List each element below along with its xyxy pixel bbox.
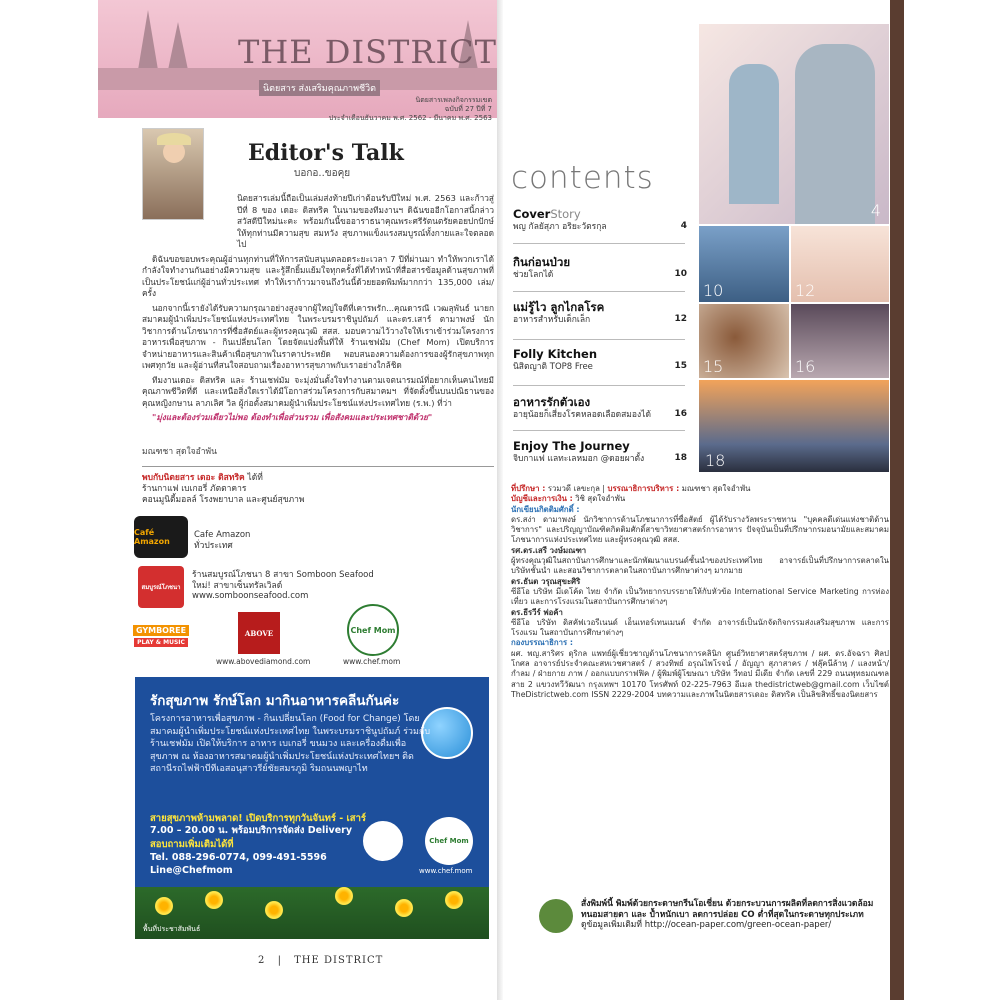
- toc-title: Folly Kitchen: [513, 347, 598, 361]
- photo-number: 10: [703, 281, 724, 300]
- toc-subtitle: อายุน้อยก็เสี่ยงโรคหลอดเลือดสมองได้: [513, 410, 651, 420]
- ad-hours: [150, 813, 450, 837]
- toc-subtitle: อาหารสำหรับเด็กเล็ก: [513, 315, 591, 325]
- section-photo-12: [791, 226, 889, 302]
- ad-hours-line: 7.00 – 20.00 น. พร้อมบริการจัดส่ง Delivery: [150, 825, 353, 836]
- editor-subtitle: บอกอ..ขอคุย: [294, 168, 351, 179]
- photo-number: 16: [795, 357, 816, 376]
- editor-paragraph: ดิฉันขอขอบพระคุณผู้อ่านทุกท่านที่ให้การสนับสนุนตลอดระยะเวลา 7 ปีที่ผ่านมา ทำให้พวกเราได้กำลังใจทำงานกันอย่างมีความสุข และรู้สึกยิ้มแย้มใจทุกครั้งที่ได้ทำหน้าที่สื่อสารข้อมูลด้านสุขภาพที่เป็นประโยชน์แก่ผู้อ่านทั่วประเทศ ทำให้เราก้าวมาจนถึงวันนี้ด้วยยอดพิมพ์มากกว่า 135,000 เล่ม/ครั้ง: [142, 253, 494, 298]
- toc-subtitle: จิบกาแฟ แลทะเลหมอก @ดอยผาตั้ง: [513, 454, 645, 464]
- editor-paragraph: นิตยสารเล่มนี้ถือเป็นเล่มส่งท้ายปีเก่าต้อนรับปีใหม่ พ.ศ. 2563 และก้าวสู่ปีที่ 8 ของ เดอะ ดิสทริค ในนามของทีมงานฯ ดิฉันขออีกโอกาสนี้กล่าวสวัสดีปีใหม่นะคะ พร้อมกันนี้ขออาราธนาคุณพระศรีรัตนตรัยคอยปกปักษ์ให้ทุกท่านมีความสุข สมหวัง สุขภาพแข็งแรงสมบูรณ์ทั้งกายและใจตลอดไป: [237, 193, 494, 249]
- footer-separator: |: [277, 955, 282, 966]
- flower-icon: [205, 891, 223, 909]
- toc-title: แม่รู้ไว ลูกไกลโรค: [513, 300, 605, 314]
- writer-bio: ผู้ทรงคุณวุฒิในสถาบันการศึกษาและนักพัฒนาแบรนด์ชั้นนำของประเทศไทย อาจารย์เป็นที่ปรึกษาการตลาดในบริษัทชั้นนำ และสอนวิชาการตลาดในสถาบันการศึกษาต่างๆ มากมาย: [511, 556, 889, 576]
- flower-icon: [445, 891, 463, 909]
- above-url: www.abovediamond.com: [216, 657, 311, 666]
- photo-number: 12: [795, 281, 816, 300]
- gymboree-name: GYMBOREE: [133, 625, 189, 636]
- flower-icon: [335, 887, 353, 905]
- sponsor-brand: เดอะ ดิสทริค: [197, 473, 245, 483]
- ad-body: โครงการอาหารเพื่อสุขภาพ - กินเปลี่ยนโลก (Food for Change) โดยสมาคมผู้นำเพิ่มประโยชน์แห่งประเทศไทย ในพระบรมราชินูปถัมภ์ ร่วมกับร้านเชฟมัม เปิดให้บริการ อาหาร เบเกอรี่ ขนมวง และเครื่องดื่มเพื่อสุขภาพ ณ ห้องอาหารสมาคมผู้นำเพิ่มประโยชน์แห่งประเทศไทยฯ ติดสถานีรถไฟฟ้าบีทีเอสอนุสาวรีย์ชัยสมรภูมิ ริมถนนพญาไท: [150, 714, 431, 774]
- board-label: กองบรรณาธิการ :: [511, 638, 574, 648]
- toc-title: กินก่อนป่วย: [513, 255, 571, 269]
- editor-title: Editor's Talk: [248, 140, 404, 166]
- divider: [142, 466, 494, 467]
- writer-bio: ซีอีโอ บริษัท ดิสคัฟเวอรีเนนด์ เอ็นเทอร์เทนเมนต์ จำกัด อาจารย์เป็นนักจัดกิจกรรมส่งเสริมสุขภาพ และการโรงแรม ในสถาบันการศึกษาต่างๆ: [511, 617, 889, 638]
- editor-paragraph: นอกจากนี้เรายังได้รับความกรุณาอย่างสูงจากผู้ใหญ่ใจดีที่เคารพรัก...คุณดารณี เวฒลุพันธ์ นายกสมาคมผู้นำเพิ่มประโยชน์แห่งประเทศไทย ในพระบรมราชินูปถัมภ์ และดร.เสาร์ ตามาพงษ์ นักวิชาการด้านโภชนาการที่ซื่อสัตย์และผู้ทรงคุณวุฒิ สสส. มอบความไว้วางใจให้เราเข้าร่วมโครงการอาหารเพื่อสุขภาพ - กินเปลี่ยนโลก โดยจัดแบ่งพื้นที่ให้ ร้านเชฟมัม (Chef Mom) เปิดบริการจำหน่ายอาหารและสินค้าเพื่อสุขภาพในราคาประหยัด พอบสนองความต้องการของผู้รักสุขภาพทุกเพศทุกวัย และผู้อ่านที่สนใจสอบถามเรื่องอาหารสุขภาพกับเราอย่างใกล้ชิด: [142, 302, 494, 370]
- toc-subtitle: ช่วยโลกได้: [513, 270, 554, 280]
- mother-figure: [795, 44, 875, 224]
- toc-divider: [513, 385, 685, 386]
- child-figure: [729, 64, 779, 204]
- masthead-title: THE DISTRICT: [238, 33, 497, 71]
- toc-divider: [513, 291, 685, 292]
- sponsor-intro-label: พบกับนิตยสาร: [142, 473, 195, 483]
- right-page: [503, 0, 893, 1000]
- temple-spire-icon: [138, 10, 158, 70]
- editor-quote: "มุ่งและต้องร่วมเดียวไม่พอ ต้องทำเพื่อส่วนรวม เพื่อสังคมและประเทศชาติด้วย": [152, 412, 433, 422]
- account: วิชิ สุดใจอำพัน: [575, 494, 626, 504]
- toc-item[interactable]: [513, 439, 687, 465]
- cafe-amazon-text: [194, 530, 250, 551]
- somboon-line: ใหม่! สาขาเซ็นทรัลเวิลด์: [192, 580, 283, 591]
- ad-hours-line: สายสุขภาพห้ามพลาด! เปิดบริการทุกวันจันทร์ - เสาร์: [150, 813, 367, 824]
- green-note-url[interactable]: ดูข้อมูลเพิ่มเติมที่ http://ocean-paper.com/green-ocean-paper/: [581, 920, 832, 930]
- toc-item[interactable]: [513, 207, 687, 233]
- photo-number: 4: [870, 201, 881, 220]
- editor-name: มณฑชา สุดใจอำพัน: [681, 484, 751, 493]
- editor-label: บรรณาธิการบริหาร :: [607, 484, 680, 493]
- toc-title-light: Story: [550, 207, 581, 221]
- editor-signature: มณฑชา สุดใจอำพัน: [142, 447, 217, 457]
- toc-subtitle: พญ กัลยัสุภา อริยะวัตรกุล: [513, 222, 607, 232]
- toc-title: Cover: [513, 207, 551, 221]
- ad-url: www.chef.mom: [419, 867, 473, 875]
- sponsor-line: ร้านกาแฟ เบเกอรี่ ภัตตาคาร: [142, 484, 247, 494]
- sponsor-intro: [142, 473, 482, 506]
- toc-title: อาหารรักตัวเอง: [513, 395, 591, 409]
- toc-page: 15: [674, 361, 687, 371]
- chefmom-ad: [135, 677, 489, 939]
- ad-footer-note: พื้นที่ประชาสัมพันธ์: [143, 925, 201, 933]
- writer-bio: ซีอีโอ บริษัท มีเดโค้ด ไทย จำกัด เป็นวิทยากรบรรยายให้กับหัวข้อ International Service Marketing การท่องเที่ยว และการโรงแรมในสถาบันการศึกษาต่างๆ: [511, 586, 889, 607]
- cover-story-photo: [699, 24, 889, 224]
- photo-number: 15: [703, 357, 724, 376]
- writer-name: ดร.ธีรวีร์ พ่อค้า: [511, 607, 563, 617]
- sponsor-intro-rest: ได้ที่: [247, 473, 263, 483]
- somboon-url: www.somboonseafood.com: [192, 591, 309, 601]
- issue-line: ประจำเดือนธันวาคม พ.ศ. 2562 - มีนาคม พ.ศ. 2563: [328, 114, 492, 122]
- temple-spire-icon: [168, 22, 188, 70]
- contents-heading: contents: [511, 160, 654, 196]
- toc-divider: [513, 339, 685, 340]
- writer-name: รศ.ดร.เสรี วงษ์มณฑา: [511, 545, 587, 555]
- chefmom-seal: Chef Mom: [425, 817, 473, 865]
- section-photo-18: [699, 380, 889, 472]
- section-photo-16: [791, 304, 889, 378]
- advisor: รวมวดี เลขะกุล: [547, 484, 600, 493]
- somboon-line: ร้านสมบูรณ์โภชนา 8 สาขา Somboon Seafood: [192, 570, 374, 580]
- ad-tel: Tel. 088-296-0774, 099-491-5596: [150, 852, 327, 863]
- toc-item[interactable]: [513, 347, 687, 373]
- writer-name: ดร.ธันต วรุณสุขะศิริ: [511, 576, 581, 586]
- board: ผศ. พญ.สาริศร ดุริกล แพทย์ผู้เชี่ยวชาญด้านโภชนาการคลินิก ศูนย์วิทยาศาสตร์สุขภาพ / ผศ. ดร.อัจฉรา ศิลปโกศล อาจารย์ประจำคณะสหเวชศาสตร์ / สวงทิพย์ อรุณไพโรจน์ / อัญญา สุภาสาคร / ฟลุ๊คนีล้าหฺ / แลงหน้า/กำลม / ฝ่ายกาย ภาพ / ออกแบบกราฟฟิค / ผู้พิมพ์ผู้โฆษณา บริษัท วีทอป มีเดีย จำกัด เลขที่ 229 ถนนพุทธมณฑลสาย 2 แขวงทวีวัฒนา กรุงเทพฯ 10170 โทรศัพท์ 02-225-7963 อีเมล thedistrictweb@gmail.com เว็บไซต์ TheDistrictweb.com ISSN 2229-2004 บทความและภาพในนิตยสารเดอะ ดิสทริค เป็นลิขสิทธิ์ของนิตยสาร: [511, 648, 889, 699]
- chefmom-url: www.chef.mom: [343, 657, 401, 666]
- cafe-amazon-logo: Café Amazon: [134, 516, 188, 558]
- toc-page: 18: [674, 453, 687, 463]
- toc-divider: [513, 430, 685, 431]
- flower-icon: [395, 899, 413, 917]
- somboon-text: [192, 570, 374, 602]
- gymboree-logo: [134, 616, 188, 656]
- masthead-subtitle: นิตยสาร ส่งเสริมคุณภาพชีวิต: [259, 80, 380, 96]
- association-seal-icon: [361, 819, 405, 863]
- green-note-line: ทนอมสายตา และ ป้ำหนักเบา ลดการปล่อย CO ต่ำที่สุดในกระดาษทุกประเภท: [581, 909, 864, 920]
- amazon-name: Cafe Amazon: [194, 530, 251, 540]
- account-label: บัญชีและการเงิน :: [511, 494, 573, 504]
- masthead: [98, 0, 500, 122]
- book-spine: [890, 0, 904, 1000]
- toc-title: Enjoy The Journey: [513, 439, 630, 453]
- credits: ที่ปรึกษา : รวมวดี เลขะกุล | บรรณาธิการบริหาร : มณฑชา สุดใจอำพัน บัญชีและการเงิน : วิชิ สุดใจอำพัน นักเขียนกิตติมศักดิ์ : ดร.สง่า ดามาพงษ์ นักวิชาการด้านโภชนาการที่ซื่อสัตย์ ผู้ได้รับรางวัลพระราชทาน "บุคคลดีเด่นแห่งชาติด้านวิชาการ" และปริญญาบัณฑิตกิตติมศักดิ์สาขาวิทยาศาสตร์การอาหาร ปัจจุบันเป็นที่ปรึกษากรมอนามัยและสมาคมโภชนาการแห่งประเทศไทย และผู้ทรงคุณวุฒิ สสส. รศ.ดร.เสรี วงษ์มณฑา ผู้ทรงคุณวุฒิในสถาบันการศึกษาและนักพัฒนาแบรนด์ชั้นนำของประเทศไทย อาจารย์เป็นที่ปรึกษาการตลาดในบริษัทชั้นนำ และสอนวิชาการตลาดในสถาบันการศึกษาต่างๆ มากมาย ดร.ธันต วรุณสุขะศิริ ซีอีโอ บริษัท มีเดโค้ด ไทย จำกัด เป็นวิทยากรบรรยายให้กับหัวข้อ International Service Marketing การท่องเที่ยว และการโรงแรมในสถาบันการศึกษาต่างๆ ดร.ธีรวีร์ พ่อค้า ซีอีโอ บริษัท ดิสคัฟเวอรีเนนด์ เอ็นเทอร์เทนเมนต์ จำกัด อาจารย์เป็นนักจัดกิจกรรมส่งเสริมสุขภาพ และการโรงแรม ในสถาบันการศึกษาต่างๆ กองบรรณาธิการ : ผศ. พญ.สาริศร ดุริกล แพทย์ผู้เชี่ยวชาญด้านโภชนาการคลินิก ศูนย์วิทยาศาสตร์สุขภาพ / ผศ. ดร.อัจฉรา ศิลปโกศล อาจารย์ประจำคณะสหเวชศาสตร์ / สวงทิพย์ อรุณไพโรจน์ / อัญญา สุภาสาคร / ฟลุ๊คนีล้าหฺ / แลงหน้า/กำลม / ฝ่ายกาย ภาพ / ออกแบบกราฟฟิค / ผู้พิมพ์ผู้โฆษณา บริษัท วีทอป มีเดีย จำกัด เลขที่ 229 ถนนพุทธมณฑลสาย 2 แขวงทวีวัฒนา กรุงเทพฯ 10170 โทรศัพท์ 02-225-7963 อีเมล thedistrictweb@gmail.com เว็บไซต์ TheDistrictweb.com ISSN 2229-2004 บทความและภาพในนิตยสารเดอะ ดิสทริค เป็นลิขสิทธิ์ของนิตยสาร: [511, 484, 889, 699]
- toc-page: 16: [674, 409, 687, 419]
- flower-icon: [265, 901, 283, 919]
- editor-paragraph: ทีมงานเดอะ ดิสทริค และ ร้านเชฟมัม จะมุ่งมั่นตั้งใจทำงานตามเจตนารมณ์ที่อยากเห็นคนไทยมีคุณภาพชีวิตที่ดี และเหนือสิ่งใดเราได้มีโอกาสร่วมโครงการกับสมาคมฯ ที่จัดตั้งขึ้นบนปณิธานของคุณหญิงกษาน ลาภเลิศ วิล ผู้ก่อตั้งสมาคมผู้นำเพิ่มประโยชน์แห่งประเทศไทย (ร.พ.) ที่ว่า: [142, 374, 494, 408]
- left-page: [98, 0, 500, 1000]
- green-note-line: สั่งพิมพ์นี้ พิมพ์ด้วยกระดาษกรีนโอเชี่ยน ด้วยกระบวนการผลิตที่ลดการสิ่งแวดล้อม: [581, 899, 874, 909]
- green-leaf-icon: [539, 899, 573, 933]
- flower-icon: [155, 897, 173, 915]
- toc-item[interactable]: [513, 255, 687, 281]
- page-footer: [258, 955, 383, 966]
- toc-item[interactable]: [513, 300, 687, 326]
- photo-number: 18: [705, 451, 726, 470]
- section-photo-15: [699, 304, 789, 378]
- section-photo-10: [699, 226, 789, 302]
- toc-subtitle: นิสิตญาติ TOP8 Free: [513, 362, 593, 372]
- ad-line: Line@Chefmom: [150, 865, 233, 876]
- sponsor-line: คอนมูนิตี้มอลล์ โรงพยาบาล และศูนย์สุขภาพ: [142, 495, 305, 505]
- toc-divider: [513, 243, 685, 244]
- green-note-text: [581, 899, 889, 931]
- toc-page: 4: [680, 221, 687, 231]
- issue-line: ฉบับที่ 27 ปีที่ 7: [444, 105, 492, 113]
- gymboree-sub: PLAY & MUSIC: [134, 638, 188, 647]
- writers-label: นักเขียนกิตติมศักดิ์ :: [511, 504, 580, 514]
- issue-line: นิตยสารเพลงกิจกรรมเขต: [415, 96, 492, 104]
- ad-title: รักสุขภาพ รักษ์โลก มากินอาหารคลีนกันค่ะ: [150, 693, 400, 709]
- chefmom-logo: Chef Mom: [347, 604, 399, 656]
- footer-name: THE DISTRICT: [294, 955, 384, 966]
- editor-body: [142, 193, 494, 427]
- advisor-label: ที่ปรึกษา :: [511, 484, 546, 493]
- somboon-logo: สมบูรณ์โภชนา: [138, 566, 184, 608]
- toc-page: 12: [674, 314, 687, 324]
- toc-page: 10: [674, 269, 687, 279]
- toc-item[interactable]: [513, 395, 687, 421]
- page-number: 2: [258, 955, 266, 966]
- editor-hat: [157, 133, 191, 145]
- issue-info: [329, 96, 492, 123]
- above-logo: ABOVE: [238, 612, 280, 654]
- ad-contact-label: สอบถามเพิ่มเติมได้ที่: [150, 839, 234, 850]
- green-paper-note: [539, 897, 889, 939]
- writers: ดร.สง่า ดามาพงษ์ นักวิชาการด้านโภชนาการที่ซื่อสัตย์ ผู้ได้รับรางวัลพระราชทาน "บุคคลดีเด่นแห่งชาติด้านวิชาการ" และปริญญาบัณฑิตกิตติมศักดิ์สาขาวิทยาศาสตร์การอาหาร ปัจจุบันเป็นที่ปรึกษากรมอนามัยและสมาคมโภชนาการแห่งประเทศไทย และผู้ทรงคุณวุฒิ สสส.: [511, 514, 889, 545]
- amazon-location: ทั่วประเทศ: [194, 540, 233, 551]
